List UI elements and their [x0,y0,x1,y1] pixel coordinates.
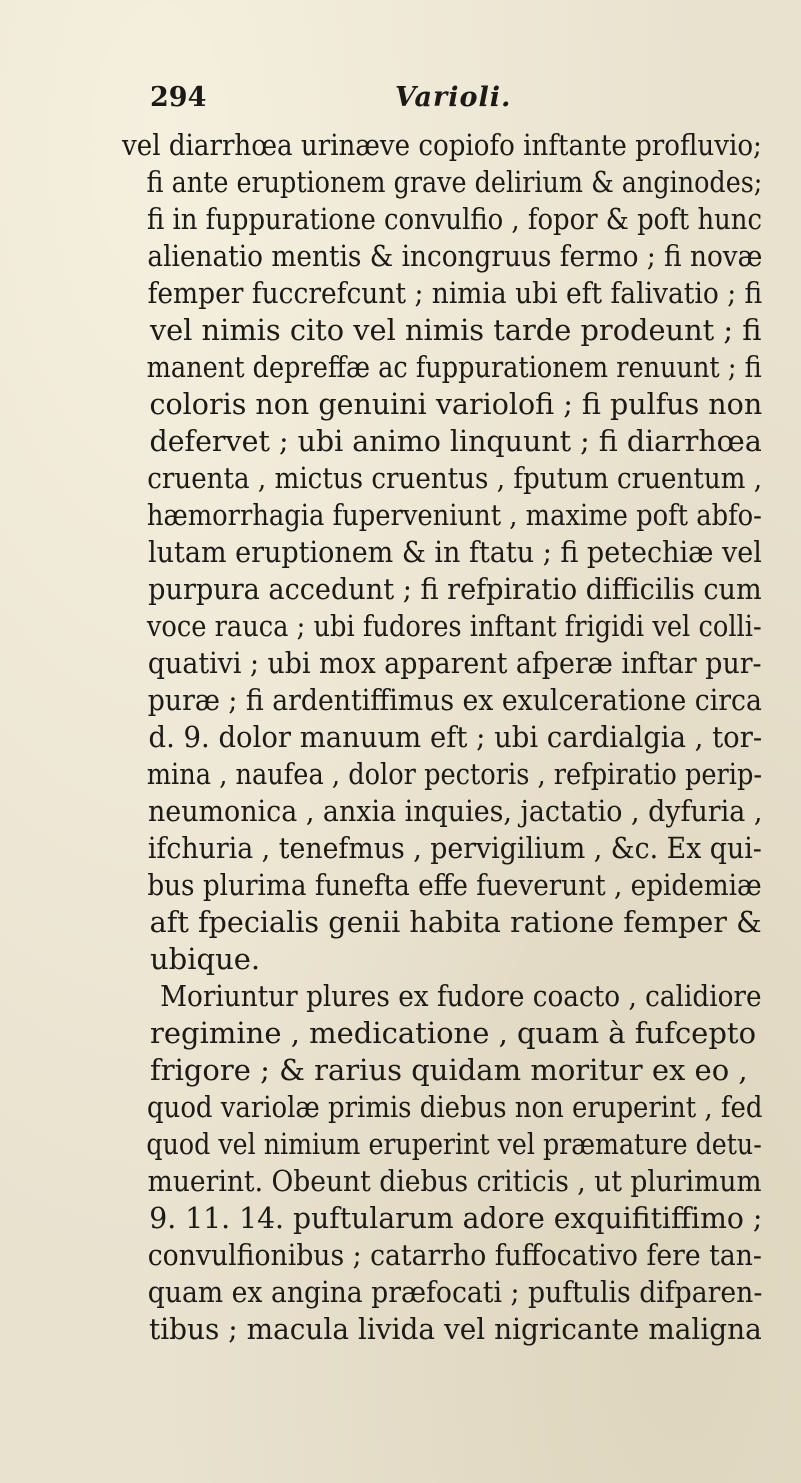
text-line: aft fpecialis genii habita ratione femper & [149,905,762,939]
text-line: purpura accedunt ; fi refpiratio difficilis cum [148,572,762,606]
text-line: 9. 11. 14. puftularum adore exquifitiffimo ; [149,1201,763,1235]
text-line: frigore ; & rarius quidam moritur ex eo , [150,1053,748,1087]
text-line: fi in fuppuratione convulfio , fopor & poft hunc [146,202,762,236]
page-number: 294 [150,82,207,113]
text-line: coloris non genuini variolofi ; fi pulfus non [149,387,763,421]
text-line: quod variolæ primis diebus non eruperint , fed [147,1090,763,1124]
text-line: d. 9. dolor manuum eft ; ubi cardialgia , tor- [148,720,763,754]
text-line: regimine , medicatione , quam à fufcepto [150,1016,757,1050]
page-header [150,82,750,122]
text-line: cruenta , mictus cruentus , fputum cruentum , [147,461,763,495]
text-line: ubique. [150,942,261,976]
text-line: puræ ; fi ardentiffimus ex exulceratione circa [147,683,762,717]
text-line: fi ante eruptionem grave delirium & anginodes; [146,165,763,199]
running-title: Varioli. [395,82,512,113]
text-line: muerint. Obeunt diebus criticis , ut plurimum [147,1164,762,1198]
text-line: vel nimis cito vel nimis tarde prodeunt ; fi [149,313,762,347]
body-text [122,127,762,1348]
text-line: hæmorrhagia fuperveniunt , maxime poft abfo- [146,498,762,532]
text-line: quod vel nimium eruperint vel præmature detu- [146,1127,762,1161]
text-line: quativi ; ubi mox apparent afperæ inftar pur- [147,646,762,680]
text-line: femper fuccrefcunt ; nimia ubi eft falivatio ; fi [147,276,763,310]
text-line: neumonica , anxia inquies, jactatio , dyfuria , [147,794,763,828]
text-line: mina , naufea , dolor pectoris , refpiratio perip- [146,757,763,791]
text-line: lutam eruptionem & in ftatu ; fi petechiæ vel [148,535,762,569]
text-line: bus plurima funefta effe fueverunt , epidemiæ [147,868,762,902]
text-line: tibus ; macula livida vel nigricante maligna [148,1312,762,1346]
text-line: quam ex angina præfocati ; puftulis difparen- [147,1275,763,1309]
text-line: alienatio mentis & incongruus fermo ; fi novæ [147,239,763,273]
text-line: ifchuria , tenefmus , pervigilium , &c. Ex qui- [147,831,762,865]
text-line: vel diarrhœa urinæve copiofo inftante profluvio; [122,128,762,162]
text-line: convulfionibus ; catarrho fuffocativo fere tan- [147,1238,762,1272]
text-line: manent depreffæ ac fuppurationem renuunt ; fi [146,350,762,384]
text-line: defervet ; ubi animo linquunt ; fi diarrhœa [149,424,762,458]
text-line: voce rauca ; ubi fudores inftant frigidi vel colli- [146,609,762,643]
text-line: Moriuntur plures ex fudore coacto , calidiore [160,979,762,1013]
